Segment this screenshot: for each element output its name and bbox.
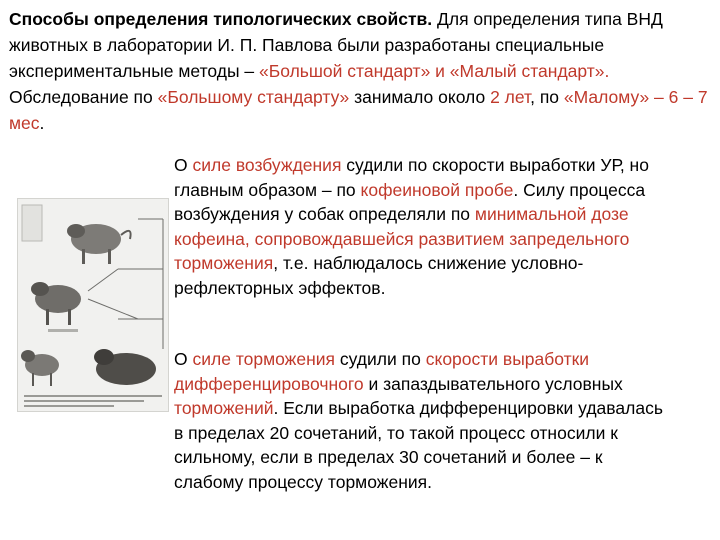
dogs-experiment-figure [17,198,169,412]
excitation-strength-paragraph [174,153,664,300]
years-highlight: 2 лет [490,87,531,107]
p2-text-c: судили по [335,349,426,369]
p2-inhibitions-highlight: торможений [174,398,274,418]
big-standard-highlight: «Большому стандарту» [157,87,350,107]
p1-caffeine-test-highlight: кофеиновой пробе [360,179,514,200]
p2-text-a: О [174,349,193,369]
p1-caffeine-dose-highlight: минимальной дозе кофеина, сопровождавшейся развитием запредельного торможения [174,204,630,273]
standards-highlight: «Большой стандарт» и «Малый стандарт». [259,61,610,81]
inhibition-strength-paragraph [174,347,664,494]
p1-excitation-highlight: силе возбуждения [192,155,342,175]
p1-text-c: судили по скорости выработки УР, но главным образом – по [174,155,649,200]
intro-text-3: занимало около [349,87,491,107]
p2-inhibition-highlight: силе торможения [192,349,336,369]
intro-text-1: Для определения типа ВНД животных в лаборатории И. П. Павлова были разработаны специальные экспериментальные методы – [9,9,663,81]
p2-text-e: и запаздывательного условных [363,373,623,394]
small-standard-highlight: «Малому» – 6 – 7 мес [9,87,708,133]
intro-text-5: . [39,113,45,133]
p2-text-g: . Если выработка дифференцировки удавалась в пределах 20 сочетаний, то такой процесс относили к сильному, если в пределах 30 сочетаний и более – к слабому процессу торможения. [174,398,663,492]
p2-differentiation-highlight: скорости выработки дифференцировочного [174,349,590,394]
intro-paragraph [9,6,709,136]
intro-text-4: , по [530,87,564,107]
p1-text-a: О [174,155,193,175]
intro-text-2: Обследование по [9,87,158,107]
p1-text-g: , т.е. наблюдалось снижение условно-рефлекторных эффектов. [174,253,584,298]
section-title: Способы определения типологических свойств. [9,9,433,29]
p1-text-e: . Силу процесса возбуждения у собак определяли по [174,179,646,224]
